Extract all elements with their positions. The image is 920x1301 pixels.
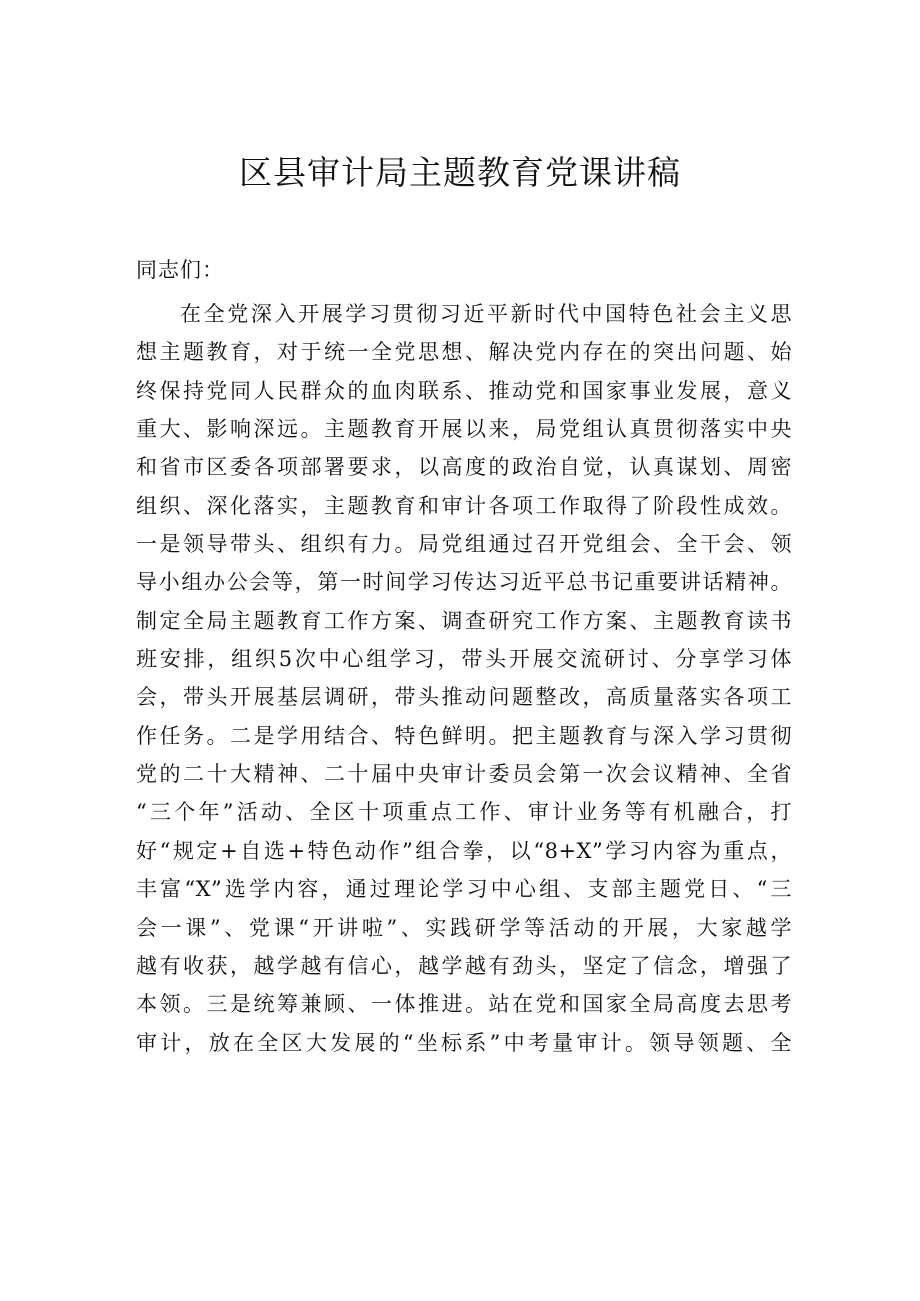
text-line: 会一课”、党课“开讲啦”、实践研学等活动的开展，大家越学 (136, 915, 792, 940)
text-line: 会，带头开展基层调研，带头推动问题整改，高质量落实各项工 (136, 685, 792, 710)
text-line: 导小组办公会等，第一时间学习传达习近平总书记重要讲话精神。 (136, 570, 792, 595)
text-line: 重大、影响深远。主题教育开展以来，局党组认真贯彻落实中央 (136, 417, 792, 442)
text-line: 越有收获，越学越有信心，越学越有劲头，坚定了信念，增强了 (136, 953, 792, 978)
text-line: 审计，放在全区大发展的“坐标系”中考量审计。领导领题、全 (136, 1030, 792, 1055)
text-line: 丰富“X”选学内容，通过理论学习中心组、支部主题党日、“三 (136, 877, 792, 902)
text-line: 好“规定+自选+特色动作”组合拳，以“8+X”学习内容为重点， (136, 838, 792, 863)
text-line: 党的二十大精神、二十届中央审计委员会第一次会议精神、全省 (136, 762, 792, 787)
text-line: 终保持党同人民群众的血肉联系、推动党和国家事业发展，意义 (136, 378, 792, 403)
text-line: 和省市区委各项部署要求，以高度的政治自觉，认真谋划、周密 (136, 455, 792, 480)
text-line: 一是领导带头、组织有力。局党组通过召开党组会、全干会、领 (136, 532, 792, 557)
text-line: 在全党深入开展学习贯彻习近平新时代中国特色社会主义思 (180, 302, 792, 326)
body-paragraph (136, 295, 792, 1062)
text-line: “三个年”活动、全区十项重点工作、审计业务等有机融合，打 (136, 800, 792, 825)
text-line: 制定全局主题教育工作方案、调查研究工作方案、主题教育读书 (136, 608, 792, 633)
text-line: 作任务。二是学用结合、特色鲜明。把主题教育与深入学习贯彻 (136, 723, 792, 748)
text-line: 本领。三是统筹兼顾、一体推进。站在党和国家全局高度去思考 (136, 992, 792, 1017)
document-title: 区县审计局主题教育党课讲稿 (239, 153, 681, 192)
text-line: 组织、深化落实，主题教育和审计各项工作取得了阶段性成效。 (136, 493, 792, 518)
text-line: 班安排，组织5次中心组学习，带头开展交流研讨、分享学习体 (136, 647, 792, 672)
text-line: 想主题教育，对于统一全党思想、解决党内存在的突出问题、始 (136, 340, 792, 365)
salutation: 同志们： (136, 258, 224, 282)
